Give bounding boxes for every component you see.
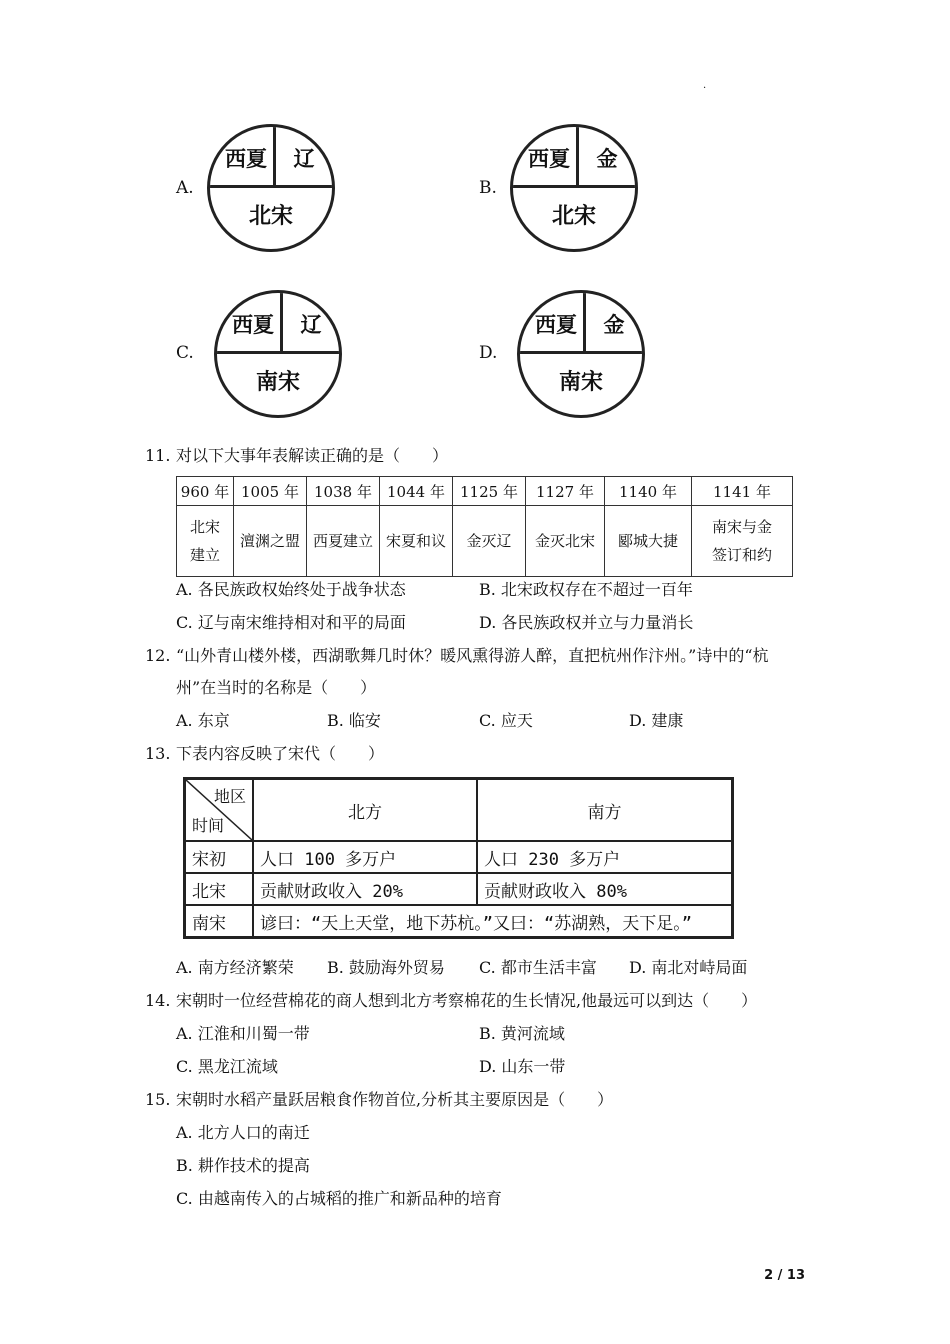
header-region: 地区 bbox=[213, 787, 246, 806]
q12-stem-line1: “山外青山楼外楼，西湖歌舞几时休？暖风熏得游人醉，直把杭州作汴州。”诗中的“杭 bbox=[176, 646, 769, 665]
q14-stem: 宋朝时一位经营棉花的商人想到北方考察棉花的生长情况,他最远可以到达（ ） bbox=[176, 991, 758, 1010]
q10-a-top-right: 辽 bbox=[293, 147, 315, 171]
q10-option-a-label[interactable]: A. bbox=[176, 178, 194, 198]
q13-number: 13. bbox=[145, 744, 171, 763]
q10-option-c-diagram bbox=[214, 290, 342, 418]
q13-option-a[interactable]: A. 南方经济繁荣 bbox=[176, 958, 294, 977]
year-cell: 1044 年 bbox=[380, 477, 453, 506]
q10-option-a-diagram bbox=[207, 124, 335, 252]
q11-option-b[interactable]: B. 北宋政权存在不超过一百年 bbox=[479, 580, 693, 599]
q12-option-c[interactable]: C. 应天 bbox=[479, 711, 533, 730]
row-proverb: 谚曰：“天上天堂，地下苏杭。”又曰：“苏湖熟，天下足。” bbox=[253, 905, 733, 938]
q11-stem: 对以下大事年表解读正确的是（ ） bbox=[176, 446, 449, 465]
event-cell: 金灭辽 bbox=[453, 506, 526, 577]
event-cell: 郾城大捷 bbox=[605, 506, 692, 577]
event-cell: 澶渊之盟 bbox=[234, 506, 307, 577]
q11-timeline-table bbox=[176, 476, 793, 577]
q10-b-top-left: 西夏 bbox=[528, 147, 570, 171]
header-south: 南方 bbox=[477, 779, 733, 842]
q11-option-d[interactable]: D. 各民族政权并立与力量消长 bbox=[479, 613, 694, 632]
year-cell: 1038 年 bbox=[307, 477, 380, 506]
q12-number: 12. bbox=[145, 646, 171, 665]
q14-option-c[interactable]: C. 黑龙江流域 bbox=[176, 1057, 278, 1076]
q13-option-c[interactable]: C. 都市生活丰富 bbox=[479, 958, 597, 977]
row-time: 南宋 bbox=[185, 905, 254, 938]
page-dot: . bbox=[703, 80, 707, 91]
q11-option-c[interactable]: C. 辽与南宋维持相对和平的局面 bbox=[176, 613, 406, 632]
q15-stem: 宋朝时水稻产量跃居粮食作物首位,分析其主要原因是（ ） bbox=[176, 1090, 614, 1109]
q10-option-c-label[interactable]: C. bbox=[176, 343, 194, 363]
q10-b-top-right: 金 bbox=[596, 147, 618, 171]
q11-option-a[interactable]: A. 各民族政权始终处于战争状态 bbox=[176, 580, 406, 599]
q13-option-b[interactable]: B. 鼓励海外贸易 bbox=[327, 958, 445, 977]
q15-number: 15. bbox=[145, 1090, 171, 1109]
event-cell: 宋夏和议 bbox=[380, 506, 453, 577]
q11-number: 11. bbox=[145, 446, 171, 465]
row-north: 人口 100 多万户 bbox=[253, 841, 477, 873]
q10-b-bottom: 北宋 bbox=[551, 204, 596, 229]
q10-d-bottom: 南宋 bbox=[558, 370, 603, 395]
year-cell: 1125 年 bbox=[453, 477, 526, 506]
year-cell: 1141 年 bbox=[692, 477, 793, 506]
q12-stem-line2: 州”在当时的名称是（ ） bbox=[176, 678, 377, 697]
row-south: 人口 230 多万户 bbox=[477, 841, 733, 873]
q14-number: 14. bbox=[145, 991, 171, 1010]
q12-option-b[interactable]: B. 临安 bbox=[327, 711, 381, 730]
q13-stem: 下表内容反映了宋代（ ） bbox=[176, 744, 385, 763]
q10-d-top-right: 金 bbox=[603, 313, 625, 337]
page-number: 2 / 13 bbox=[764, 1268, 805, 1283]
event-cell: 北宋 建立 bbox=[177, 506, 234, 577]
q10-c-top-left: 西夏 bbox=[232, 313, 274, 337]
q10-option-b-label[interactable]: B. bbox=[479, 178, 497, 198]
year-cell: 960 年 bbox=[177, 477, 234, 506]
row-time: 宋初 bbox=[185, 841, 254, 873]
q10-a-bottom: 北宋 bbox=[248, 204, 293, 229]
q10-c-top-right: 辽 bbox=[300, 313, 322, 337]
year-cell: 1005 年 bbox=[234, 477, 307, 506]
q12-option-a[interactable]: A. 东京 bbox=[176, 711, 230, 730]
q10-c-bottom: 南宋 bbox=[255, 370, 300, 395]
q10-option-d-label[interactable]: D. bbox=[479, 343, 498, 363]
header-time: 时间 bbox=[192, 816, 225, 835]
year-cell: 1127 年 bbox=[526, 477, 605, 506]
header-north: 北方 bbox=[253, 779, 477, 842]
header-diagonal-cell bbox=[185, 779, 254, 842]
row-time: 北宋 bbox=[185, 873, 254, 905]
q14-option-b[interactable]: B. 黄河流域 bbox=[479, 1024, 565, 1043]
event-cell: 金灭北宋 bbox=[526, 506, 605, 577]
event-cell: 南宋与金 签订和约 bbox=[692, 506, 793, 577]
year-cell: 1140 年 bbox=[605, 477, 692, 506]
event-cell: 西夏建立 bbox=[307, 506, 380, 577]
q15-option-c[interactable]: C. 由越南传入的占城稻的推广和新品种的培育 bbox=[176, 1189, 502, 1208]
row-south: 贡献财政收入 80% bbox=[477, 873, 733, 905]
q10-d-top-left: 西夏 bbox=[535, 313, 577, 337]
q12-option-d[interactable]: D. 建康 bbox=[629, 711, 684, 730]
q13-option-d[interactable]: D. 南北对峙局面 bbox=[629, 958, 748, 977]
q14-option-a[interactable]: A. 江淮和川蜀一带 bbox=[176, 1024, 310, 1043]
q14-option-d[interactable]: D. 山东一带 bbox=[479, 1057, 566, 1076]
q10-a-top-left: 西夏 bbox=[225, 147, 267, 171]
q15-option-a[interactable]: A. 北方人口的南迁 bbox=[176, 1123, 310, 1142]
q10-option-b-diagram bbox=[510, 124, 638, 252]
q15-option-b[interactable]: B. 耕作技术的提高 bbox=[176, 1156, 310, 1175]
row-north: 贡献财政收入 20% bbox=[253, 873, 477, 905]
q13-table bbox=[183, 777, 734, 939]
q10-option-d-diagram bbox=[517, 290, 645, 418]
